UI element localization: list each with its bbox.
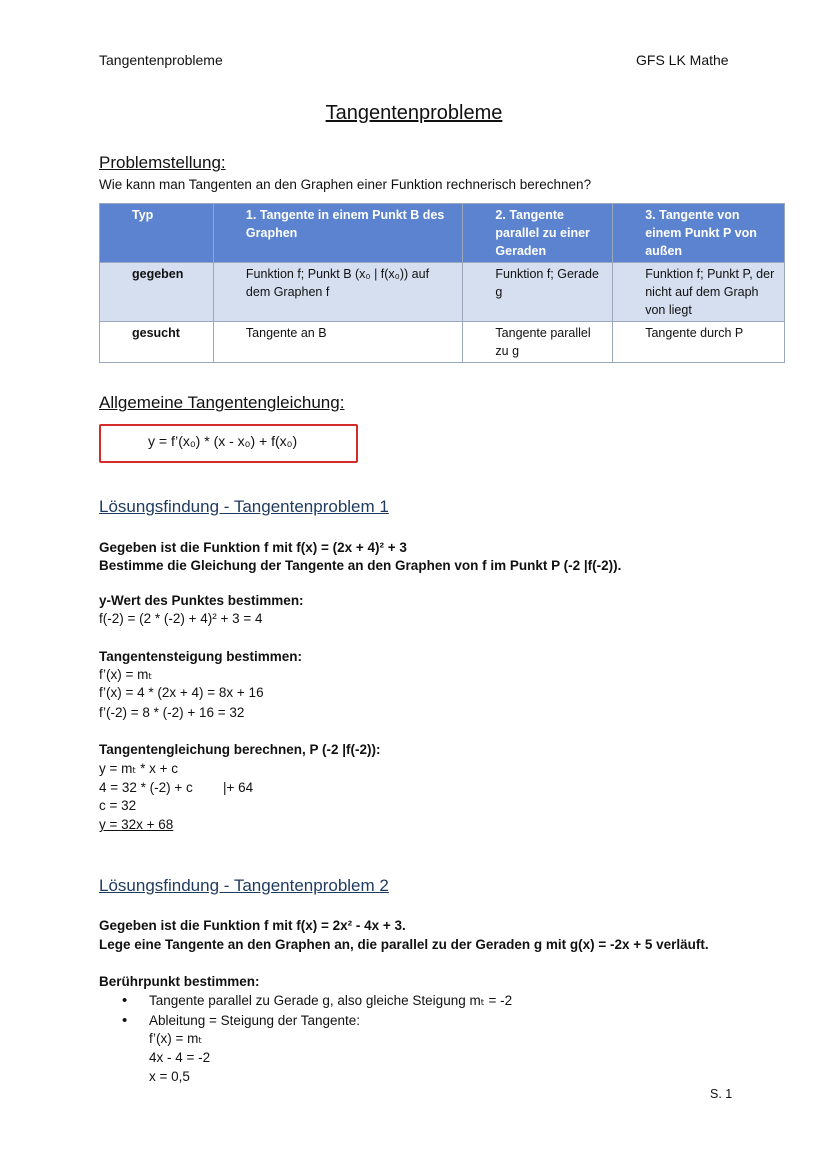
p1-given-line1: Gegeben ist die Funktion f mit f(x) = (2x + 4)² + 3 bbox=[99, 540, 407, 555]
p1-steigung-line: f’(x) = 4 * (2x + 4) = 8x + 16 bbox=[99, 685, 264, 700]
p2-calc-line: x = 0,5 bbox=[149, 1069, 190, 1084]
problem-type-table bbox=[99, 203, 785, 363]
p2-bullet-list bbox=[122, 993, 512, 1033]
table-cell: Tangente durch P bbox=[613, 322, 785, 363]
table-header-row bbox=[100, 204, 785, 263]
list-item: • Ableitung = Steigung der Tangente: bbox=[122, 1013, 512, 1033]
p1-steigung-line: f’(-2) = 8 * (-2) + 16 = 32 bbox=[99, 705, 245, 720]
p1-steigung-line: f’(x) = mₜ bbox=[99, 667, 153, 682]
page-number: S. 1 bbox=[710, 1087, 733, 1101]
general-heading: Allgemeine Tangentengleichung: bbox=[99, 393, 345, 412]
table-header-cell: 2. Tangente parallel zu einer Geraden bbox=[463, 204, 613, 263]
p2-given-line1: Gegeben ist die Funktion f mit f(x) = 2x² - 4x + 3. bbox=[99, 918, 406, 933]
p1-ywert: f(-2) = (2 * (-2) + 4)² + 3 = 4 bbox=[99, 611, 263, 626]
table-row-label: gesucht bbox=[100, 322, 214, 363]
table-cell: Funktion f; Gerade g bbox=[463, 263, 613, 322]
table-header-cell: 3. Tangente von einem Punkt P von außen bbox=[613, 204, 785, 263]
page-title bbox=[0, 102, 828, 125]
table-header-cell: Typ bbox=[100, 204, 214, 263]
p1-gleichung-note: |+ 64 bbox=[223, 780, 254, 795]
table-row bbox=[100, 263, 785, 322]
header-left: Tangentenprobleme bbox=[99, 52, 223, 68]
p2-heading: Lösungsfindung - Tangentenproblem 2 bbox=[99, 876, 389, 895]
problem-question: Wie kann man Tangenten an den Graphen einer Funktion rechnerisch berechnen? bbox=[99, 177, 592, 192]
table-cell: Tangente an B bbox=[213, 322, 463, 363]
table-header-cell: 1. Tangente in einem Punkt B des Graphen bbox=[213, 204, 463, 263]
problem-heading: Problemstellung: bbox=[99, 153, 226, 172]
p1-gleichung-line: 4 = 32 * (-2) + c bbox=[99, 780, 193, 795]
table-row-label: gegeben bbox=[100, 263, 214, 322]
p2-beruehr-heading: Berührpunkt bestimmen: bbox=[99, 974, 260, 989]
table-cell: Funktion f; Punkt B (x₀ | f(x₀)) auf dem Graphen f bbox=[213, 263, 463, 322]
table-row bbox=[100, 322, 785, 363]
header-right: GFS LK Mathe bbox=[636, 52, 729, 68]
p1-gleichung-line: y = mₜ * x + c bbox=[99, 761, 179, 776]
table-cell: Tangente parallel zu g bbox=[463, 322, 613, 363]
p1-result: y = 32x + 68 bbox=[99, 817, 174, 832]
p1-gleichung-heading: Tangentengleichung berechnen, P (-2 |f(-2)): bbox=[99, 742, 381, 757]
p1-gleichung-line: c = 32 bbox=[99, 798, 137, 813]
p1-ywert-heading: y-Wert des Punktes bestimmen: bbox=[99, 593, 304, 608]
p2-calc-line: 4x - 4 = -2 bbox=[149, 1050, 211, 1065]
general-formula: y = f’(x₀) * (x - x₀) + f(x₀) bbox=[148, 433, 298, 449]
page-title-text: Tangentenprobleme bbox=[325, 102, 503, 124]
p2-calc-line: f’(x) = mₜ bbox=[149, 1031, 203, 1046]
list-item: • Tangente parallel zu Gerade g, also gleiche Steigung mₜ = -2 bbox=[122, 993, 512, 1013]
p1-heading: Lösungsfindung - Tangentenproblem 1 bbox=[99, 497, 389, 516]
table-cell: Funktion f; Punkt P, der nicht auf dem Graph von liegt bbox=[613, 263, 785, 322]
p1-steigung-heading: Tangentensteigung bestimmen: bbox=[99, 649, 303, 664]
p1-given-line2: Bestimme die Gleichung der Tangente an den Graphen von f im Punkt P (-2 |f(-2)). bbox=[99, 558, 622, 573]
p2-given-line2: Lege eine Tangente an den Graphen an, die parallel zu der Geraden g mit g(x) = -2x + 5 verläuft. bbox=[99, 937, 709, 952]
